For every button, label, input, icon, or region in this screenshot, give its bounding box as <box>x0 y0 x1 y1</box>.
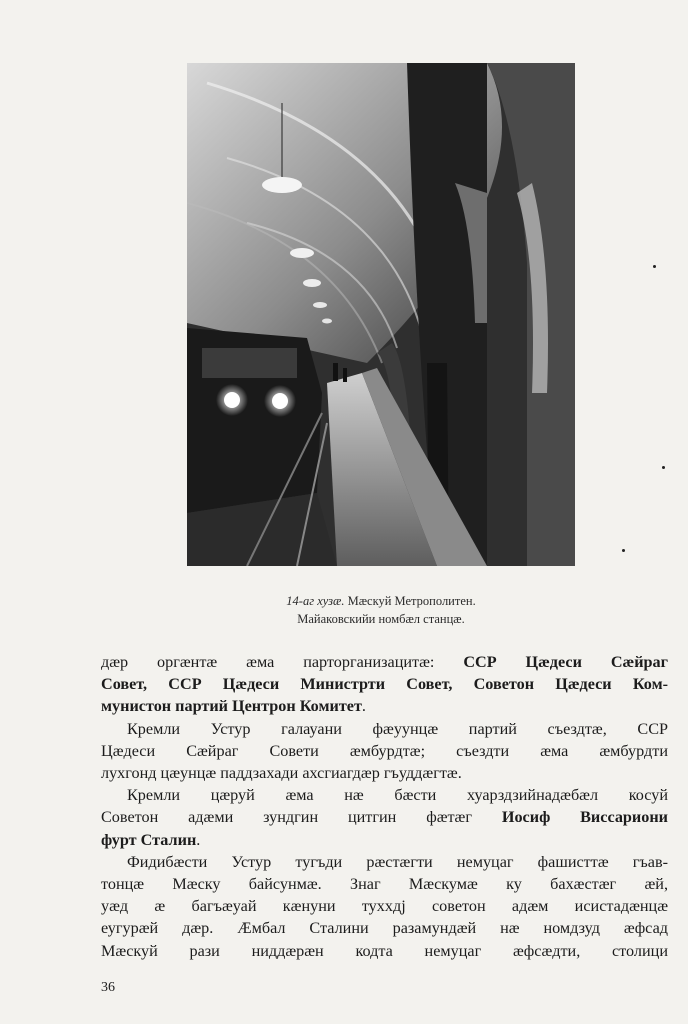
p2-line-1: Кремли Устур галауани фӕуунцӕ партий съездтӕ, ССР <box>127 719 668 738</box>
print-speck <box>662 466 665 469</box>
paragraph-2 <box>101 718 668 785</box>
print-speck <box>653 265 656 268</box>
p3-end: . <box>196 830 201 849</box>
p4-line-2: тонцӕ Мӕску байсунмӕ. Знаг Мӕскумӕ ку бахӕстӕг ӕй, <box>101 875 668 894</box>
p1-bold-2: Совет, ССР Цӕдеси Министрти Совет, Советон Цӕдеси Ком- <box>101 675 668 694</box>
p4-line-1: Фидибӕсти Устур тугъди рӕстӕгти немуцаг фашисттӕ гъав- <box>127 852 668 871</box>
metro-station-photo <box>187 63 575 566</box>
paragraph-3 <box>101 784 668 851</box>
p1-bold-3: мунистон партий Центрон Комитет <box>101 697 362 716</box>
metro-station-illustration <box>187 63 575 566</box>
p3-line-1: Кремли цӕруй ӕма нӕ бӕсти хуарздзийнадӕбӕл косуй <box>127 786 668 805</box>
paragraph-4 <box>101 851 668 962</box>
p1-text-1: дӕр оргӕнтӕ ӕма парторганизацитӕ: <box>101 653 464 671</box>
p4-line-5: Мӕскуй рази ниддӕрӕн кодта немуцаг ӕфсӕдти, столици <box>101 941 668 960</box>
p3-name-bold-2: фурт Сталин <box>101 830 197 849</box>
p3-line-2: Советон адӕми зундгин цитгин фӕтӕг <box>101 808 502 827</box>
caption-title: Мӕскуй Метрополитен. <box>347 594 476 608</box>
p3-name-bold: Иосиф Виссариони <box>501 808 668 827</box>
p1-text-end: . <box>361 697 366 716</box>
photo-caption <box>187 592 575 628</box>
paragraph-1 <box>101 651 668 718</box>
p1-bold-1: ССР Цӕдеси Сӕйраг <box>463 653 668 671</box>
print-speck <box>622 549 625 552</box>
p4-line-3: уӕд ӕ багъӕуай кӕнуни туххдj советон адӕм исистадӕнцӕ <box>101 897 668 916</box>
p2-line-3: лухгонд цӕунцӕ паддзахади ахсгиагдӕр гъуддӕгтӕ. <box>101 764 462 783</box>
p4-line-4: еугурӕй дӕр. Ӕмбал Сталини разамундӕй нӕ номдзуд ӕфсад <box>101 919 668 938</box>
p2-line-2: Цӕдеси Сӕйраг Совети ӕмбурдтӕ; съездти ӕма ӕмбурдти <box>101 741 668 760</box>
caption-subtitle: Майаковскийи номбӕл станцӕ. <box>297 612 465 626</box>
body-text <box>101 651 668 962</box>
page-number: 36 <box>101 980 115 995</box>
caption-figure-number: 14-аг хузӕ. <box>286 594 345 608</box>
